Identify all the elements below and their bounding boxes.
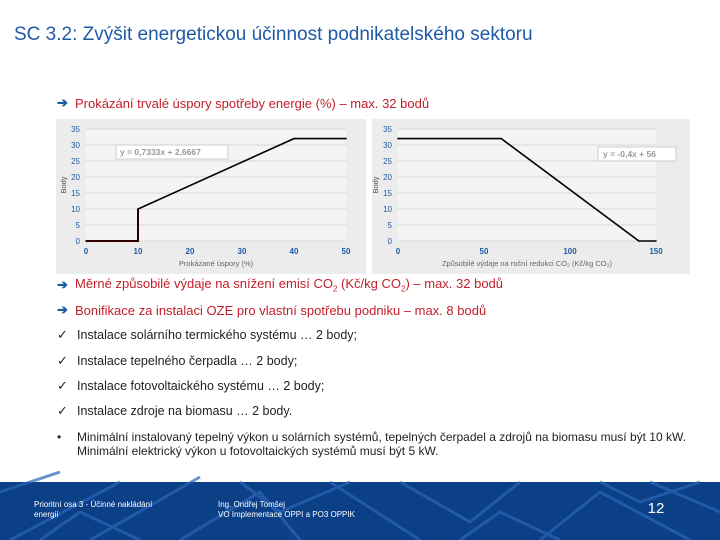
chart-savings-panel [56,119,366,274]
bullet-oze [57,302,486,318]
y-tick-label: 10 [71,205,80,214]
bullet-savings-text: Prokázání trvalé úspory spotřeby energie (%) – max. 32 bodů [75,95,430,111]
check-item-heatpump [57,353,297,369]
bullet-co2-text: Měrné způsobilé výdaje na snížení emisí $CO_2$ (Kč/kg $CO_2$) – max. 32 bodů [75,276,504,294]
x-tick-label: 20 [185,247,195,256]
check-icon: ✓ [57,403,68,418]
y-tick-label: 5 [75,221,80,230]
y-axis-label: Body [371,176,380,194]
x-tick-label: 0 [83,247,89,256]
data-point [655,240,657,242]
data-point [137,240,139,242]
check-item-text: Instalace zdroje na biomasu … 2 body. [77,404,293,418]
bullet-dot-icon: • [57,430,62,444]
y-tick-label: 10 [383,205,392,214]
arrow-icon: ➔ [57,276,68,292]
slide-title: SC 3.2: Zvýšit energetickou účinnost podnikatelského sektoru [14,24,533,45]
chart-costs [372,119,690,274]
check-item-text: Instalace fotovoltaického systému … 2 body; [77,379,325,393]
x-tick-label: 0 [395,247,401,256]
check-icon: ✓ [57,353,68,368]
footer-priority-axis: Prioritní osa 3 - Účinné nakládání energií [34,500,153,519]
check-item-text: Instalace tepelného čerpadla … 2 body; [77,354,298,368]
y-axis-label: Body [59,176,68,194]
y-tick-label: 35 [383,125,392,134]
x-axis-label: Způsobilé výdaje na roční redukci CO₂ (Kč/kg CO₂) [441,259,613,268]
x-axis-label: Prokázané úspory (%) [178,259,254,268]
page-number: 12 [647,500,665,517]
note-item [57,430,697,458]
x-tick-label: 100 [563,247,577,256]
y-tick-label: 15 [71,189,80,198]
check-icon: ✓ [57,327,68,342]
data-point [293,138,295,140]
y-tick-label: 20 [383,173,392,182]
y-tick-label: 25 [71,157,80,166]
bullet-co2 [57,276,503,294]
check-item-biomass [57,403,292,419]
y-tick-label: 15 [383,189,392,198]
equation-label: y = -0,4x + 56 [603,149,656,159]
x-tick-label: 150 [649,247,663,256]
y-tick-label: 30 [383,141,392,150]
data-point [500,138,502,140]
y-tick-label: 0 [75,237,80,246]
footer-author: Ing. Ondřej Tomšej VO Implementace OPPI a PO3 OPPIK [218,500,355,519]
y-tick-label: 0 [387,237,392,246]
check-item-solar [57,327,357,343]
chart-costs-panel [372,119,690,274]
chart-savings [56,119,366,274]
x-tick-label: 40 [289,247,299,256]
data-point [345,138,347,140]
data-point [85,240,87,242]
bullet-oze-text: Bonifikace za instalaci OZE pro vlastní spotřebu podniku – max. 8 bodů [75,302,487,318]
y-tick-label: 35 [71,125,80,134]
data-point [397,138,399,140]
x-tick-label: 10 [133,247,143,256]
note-text: Minimální instalovaný tepelný výkon u solárních systémů, tepelných čerpadel a zdrojů na biomasu musí být 10 kW. Minimální elektrický výkon u fotovoltaických systémů musí být 5 kW. [77,430,686,458]
y-tick-label: 25 [383,157,392,166]
x-tick-label: 50 [341,247,351,256]
equation-label: y = 0,7333x + 2,6667 [120,147,201,157]
y-tick-label: 5 [387,221,392,230]
x-tick-label: 50 [479,247,489,256]
data-point [137,208,139,210]
check-icon: ✓ [57,378,68,393]
y-tick-label: 20 [71,173,80,182]
check-item-pv [57,378,324,394]
arrow-icon: ➔ [57,302,68,317]
x-tick-label: 30 [237,247,247,256]
y-tick-label: 30 [71,141,80,150]
arrow-icon: ➔ [57,95,68,110]
bullet-savings [57,95,429,111]
check-item-text: Instalace solárního termického systému … 2 body; [77,328,357,342]
data-point [638,240,640,242]
